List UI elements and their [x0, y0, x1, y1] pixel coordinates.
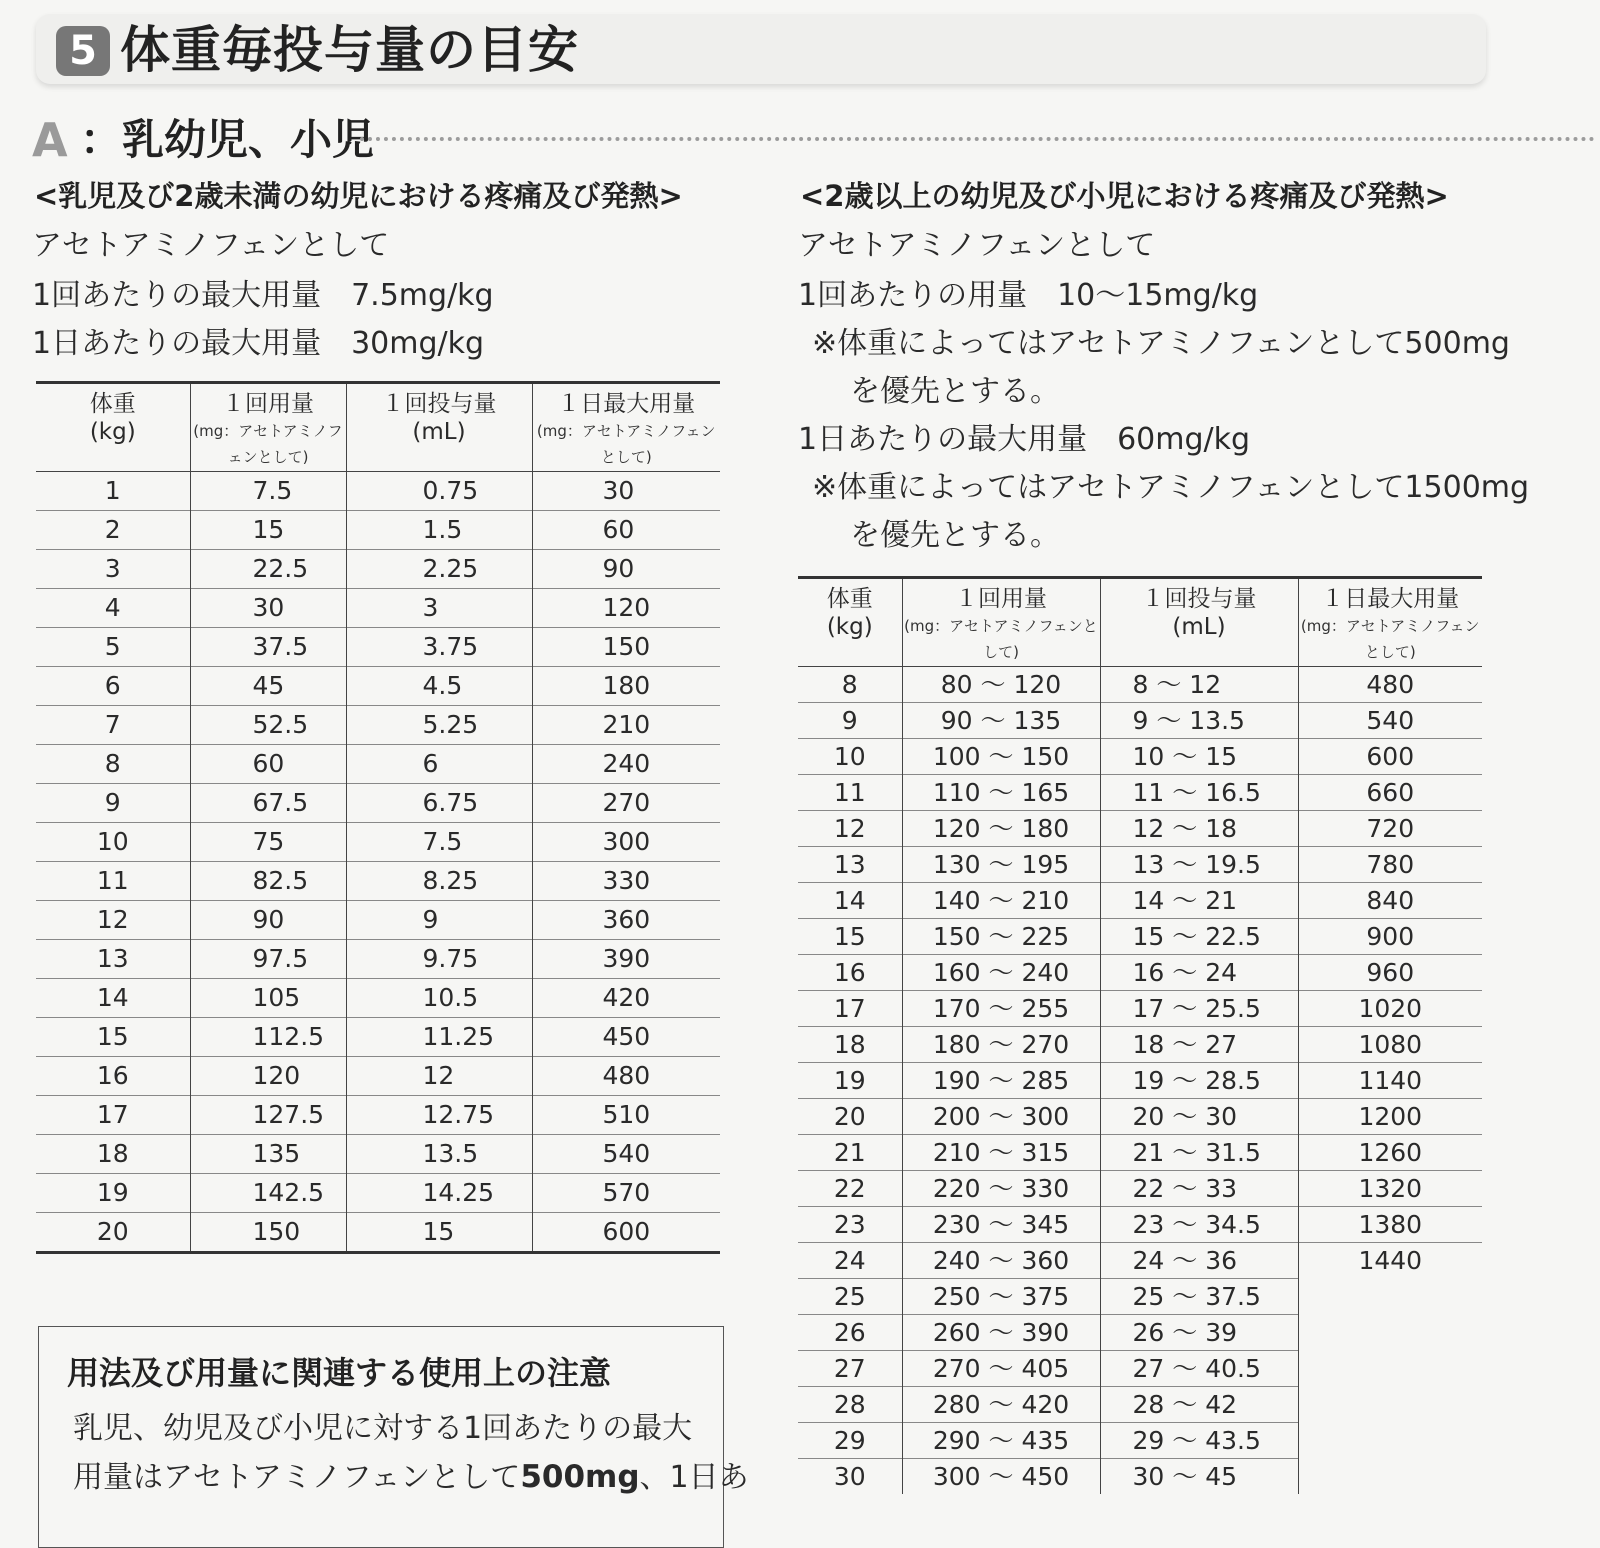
- table-cell: 200 ～ 300: [902, 1099, 1100, 1135]
- table-cell: [1298, 1387, 1482, 1423]
- table-cell: 12: [36, 901, 190, 940]
- table-row: [36, 1096, 720, 1135]
- table-cell: 19: [36, 1174, 190, 1213]
- table-row: [36, 706, 720, 745]
- table-cell: 250 ～ 375: [902, 1279, 1100, 1315]
- header-single-volume: １回投与量 (mL): [346, 383, 532, 472]
- table-cell: 14.25: [346, 1174, 532, 1213]
- table-cell: 0.75: [346, 472, 532, 511]
- table-row: [798, 1135, 1482, 1171]
- table-row: [36, 472, 720, 511]
- table-cell: 16: [798, 955, 902, 991]
- table-cell: 240: [532, 745, 720, 784]
- table-cell: 540: [1298, 703, 1482, 739]
- table-cell: 330: [532, 862, 720, 901]
- table-row: [798, 1459, 1482, 1495]
- table-cell: 14: [798, 883, 902, 919]
- table-cell: 12.75: [346, 1096, 532, 1135]
- table-cell: 170 ～ 255: [902, 991, 1100, 1027]
- table-cell: 100 ～ 150: [902, 739, 1100, 775]
- table-cell: 25 ～ 37.5: [1100, 1279, 1298, 1315]
- table-row: [36, 589, 720, 628]
- table-cell: 19: [798, 1063, 902, 1099]
- table-cell: [1298, 1279, 1482, 1315]
- table-cell: 67.5: [190, 784, 346, 823]
- table-header-row: [798, 578, 1482, 667]
- table-row: [798, 1423, 1482, 1459]
- table-cell: 80 ～ 120: [902, 667, 1100, 703]
- table-cell: 9 ～ 13.5: [1100, 703, 1298, 739]
- table-cell: 6: [346, 745, 532, 784]
- table-cell: 1020: [1298, 991, 1482, 1027]
- table-row: [36, 1174, 720, 1213]
- table-cell: 280 ～ 420: [902, 1387, 1100, 1423]
- header-single-dose: １回用量 (mg：アセトアミノフェンとして): [190, 383, 346, 472]
- table-cell: 260 ～ 390: [902, 1315, 1100, 1351]
- table-cell: 6.75: [346, 784, 532, 823]
- table-cell: 3: [346, 589, 532, 628]
- caution-line-2-post: 、1日あ: [639, 1460, 749, 1495]
- table-cell: 60: [532, 511, 720, 550]
- table-cell: 120 ～ 180: [902, 811, 1100, 847]
- table-row: [36, 901, 720, 940]
- table-cell: 15: [798, 919, 902, 955]
- table-cell: 29 ～ 43.5: [1100, 1423, 1298, 1459]
- table-row: [36, 1135, 720, 1174]
- table-cell: 127.5: [190, 1096, 346, 1135]
- right-line-1: アセトアミノフェンとして: [798, 228, 1156, 263]
- table-cell: 2.25: [346, 550, 532, 589]
- table-row: [798, 703, 1482, 739]
- table-cell: 26: [798, 1315, 902, 1351]
- table-cell: 19 ～ 28.5: [1100, 1063, 1298, 1099]
- table-cell: 17: [36, 1096, 190, 1135]
- table-cell: 140 ～ 210: [902, 883, 1100, 919]
- table-cell: [1298, 1423, 1482, 1459]
- header-single-volume: １回投与量 (mL): [1100, 578, 1298, 667]
- table-cell: 30: [798, 1459, 902, 1495]
- table-cell: 1440: [1298, 1243, 1482, 1279]
- table-row: [36, 784, 720, 823]
- table-cell: 150 ～ 225: [902, 919, 1100, 955]
- table-cell: 18: [36, 1135, 190, 1174]
- table-cell: 960: [1298, 955, 1482, 991]
- table-cell: 1200: [1298, 1099, 1482, 1135]
- table-row: [36, 940, 720, 979]
- table-cell: 24: [798, 1243, 902, 1279]
- table-cell: 6: [36, 667, 190, 706]
- table-cell: 4.5: [346, 667, 532, 706]
- table-cell: 9: [346, 901, 532, 940]
- table-row: [798, 991, 1482, 1027]
- table-cell: 27 ～ 40.5: [1100, 1351, 1298, 1387]
- table-cell: 112.5: [190, 1018, 346, 1057]
- table-header-row: [36, 383, 720, 472]
- table-cell: 11 ～ 16.5: [1100, 775, 1298, 811]
- table-row: [36, 1057, 720, 1096]
- table-row: [798, 667, 1482, 703]
- table-cell: 37.5: [190, 628, 346, 667]
- table-row: [36, 862, 720, 901]
- table-cell: 105: [190, 979, 346, 1018]
- table-cell: 270 ～ 405: [902, 1351, 1100, 1387]
- table-cell: 20: [798, 1099, 902, 1135]
- table-cell: 7.5: [346, 823, 532, 862]
- table-cell: 220 ～ 330: [902, 1171, 1100, 1207]
- table-row: [798, 1099, 1482, 1135]
- table-cell: 210: [532, 706, 720, 745]
- table-cell: 1: [104, 476, 121, 505]
- header-single-dose: １回用量 (mg：アセトアミノフェンとして): [902, 578, 1100, 667]
- right-line-6: ※体重によってはアセトアミノフェンとして1500mg: [812, 470, 1530, 505]
- table-cell: 23: [798, 1207, 902, 1243]
- table-cell: 8.25: [346, 862, 532, 901]
- table-cell: 13: [36, 940, 190, 979]
- table-cell: 1320: [1298, 1171, 1482, 1207]
- table-cell: 9: [36, 784, 190, 823]
- table-cell: 8 ～ 12: [1100, 667, 1298, 703]
- table-cell: 1140: [1298, 1063, 1482, 1099]
- table-row: [36, 511, 720, 550]
- table-cell: 90 ～ 135: [902, 703, 1100, 739]
- table-cell: 480: [1298, 667, 1482, 703]
- table-cell: 2: [36, 511, 190, 550]
- table-cell: 540: [532, 1135, 720, 1174]
- right-line-3: ※体重によってはアセトアミノフェンとして500mg: [812, 326, 1510, 361]
- subsection-letter: A: [32, 113, 68, 167]
- table-cell: 22: [798, 1171, 902, 1207]
- left-line-3: 1日あたりの最大用量 30mg/kg: [32, 326, 485, 361]
- table-cell: 480: [532, 1057, 720, 1096]
- table-cell: 510: [532, 1096, 720, 1135]
- table-cell: 9: [798, 703, 902, 739]
- table-cell: 360: [532, 901, 720, 940]
- table-cell: 28 ～ 42: [1100, 1387, 1298, 1423]
- table-cell: [1298, 1351, 1482, 1387]
- table-cell: 15: [346, 1213, 532, 1253]
- table-cell: 190 ～ 285: [902, 1063, 1100, 1099]
- subsection-title: ：乳幼児、小児: [80, 115, 375, 164]
- header-weight: 体重 (kg): [826, 586, 873, 640]
- table-cell: 20: [36, 1213, 190, 1253]
- table-cell: 90: [532, 550, 720, 589]
- table-row: [36, 1018, 720, 1057]
- table-cell: 21: [798, 1135, 902, 1171]
- table-cell: 13 ～ 19.5: [1100, 847, 1298, 883]
- table-cell: 180 ～ 270: [902, 1027, 1100, 1063]
- table-row: [36, 550, 720, 589]
- table-cell: 16: [36, 1057, 190, 1096]
- table-row: [798, 1207, 1482, 1243]
- table-cell: 17: [798, 991, 902, 1027]
- right-heading: <2歳以上の幼児及び小児における疼痛及び発熱>: [800, 179, 1449, 213]
- table-cell: 5.25: [346, 706, 532, 745]
- table-cell: 420: [532, 979, 720, 1018]
- table-cell: 97.5: [190, 940, 346, 979]
- table-row: [798, 883, 1482, 919]
- left-line-2: 1回あたりの最大用量 7.5mg/kg: [32, 278, 494, 313]
- table-cell: 10: [798, 739, 902, 775]
- table-cell: 600: [532, 1213, 720, 1253]
- table-cell: 12: [346, 1057, 532, 1096]
- table-cell: 17 ～ 25.5: [1100, 991, 1298, 1027]
- table-row: [36, 745, 720, 784]
- table-cell: 290 ～ 435: [902, 1423, 1100, 1459]
- table-cell: 14 ～ 21: [1100, 883, 1298, 919]
- table-cell: 30: [190, 589, 346, 628]
- table-cell: 4: [36, 589, 190, 628]
- dotted-rule: [360, 137, 1595, 141]
- table-cell: 22 ～ 33: [1100, 1171, 1298, 1207]
- table-cell: 1080: [1298, 1027, 1482, 1063]
- table-cell: 12 ～ 18: [1100, 811, 1298, 847]
- table-row: [36, 667, 720, 706]
- table-cell: 16 ～ 24: [1100, 955, 1298, 991]
- table-cell: 10: [36, 823, 190, 862]
- table-row: [798, 1063, 1482, 1099]
- table-cell: 30 ～ 45: [1100, 1459, 1298, 1495]
- header-daily-max: １日最大用量 (mg：アセトアミノフェンとして): [532, 383, 720, 472]
- caution-title: 用法及び用量に関連する使用上の注意: [67, 1354, 612, 1392]
- table-cell: 1380: [1298, 1207, 1482, 1243]
- table-cell: 10.5: [346, 979, 532, 1018]
- table-cell: 23 ～ 34.5: [1100, 1207, 1298, 1243]
- caution-line-1: 乳児、幼児及び小児に対する1回あたりの最大: [73, 1411, 693, 1446]
- table-cell: 82.5: [190, 862, 346, 901]
- right-line-2: 1回あたりの用量 10～15mg/kg: [798, 278, 1259, 313]
- table-cell: 110 ～ 165: [902, 775, 1100, 811]
- table-cell: 13.5: [346, 1135, 532, 1174]
- header-weight: 体重 (kg): [89, 391, 136, 445]
- table-cell: 10 ～ 15: [1100, 739, 1298, 775]
- table-cell: 780: [1298, 847, 1482, 883]
- right-line-7: を優先とする。: [850, 518, 1060, 553]
- table-cell: 8: [36, 745, 190, 784]
- table-cell: 13: [798, 847, 902, 883]
- right-line-5: 1日あたりの最大用量 60mg/kg: [798, 422, 1251, 457]
- table-cell: 3.75: [346, 628, 532, 667]
- table-cell: 22.5: [190, 550, 346, 589]
- table-cell: 9.75: [346, 940, 532, 979]
- table-cell: 11: [798, 775, 902, 811]
- table-cell: 120: [190, 1057, 346, 1096]
- table-body-infant: [36, 472, 720, 1253]
- table-row: [798, 775, 1482, 811]
- table-cell: 60: [190, 745, 346, 784]
- table-cell: 3: [36, 550, 190, 589]
- right-line-4: を優先とする。: [850, 374, 1060, 409]
- table-row: [798, 1351, 1482, 1387]
- caution-line-2-bold: 500mg: [520, 1459, 640, 1495]
- table-row: [36, 823, 720, 862]
- table-cell: 29: [798, 1423, 902, 1459]
- table-cell: 600: [1298, 739, 1482, 775]
- table-cell: 660: [1298, 775, 1482, 811]
- table-row: [798, 811, 1482, 847]
- header-daily-max: １日最大用量 (mg：アセトアミノフェンとして): [1298, 578, 1482, 667]
- table-cell: 1260: [1298, 1135, 1482, 1171]
- table-row: [798, 1315, 1482, 1351]
- table-cell: 1.5: [346, 511, 532, 550]
- table-cell: 180: [532, 667, 720, 706]
- table-row: [36, 1213, 720, 1253]
- table-cell: 5: [36, 628, 190, 667]
- table-cell: 21 ～ 31.5: [1100, 1135, 1298, 1171]
- page-title: 体重毎投与量の目安: [120, 21, 579, 79]
- table-cell: 150: [532, 628, 720, 667]
- table-row: [798, 1171, 1482, 1207]
- table-cell: 28: [798, 1387, 902, 1423]
- table-cell: 7.5: [190, 472, 346, 511]
- table-cell: 26 ～ 39: [1100, 1315, 1298, 1351]
- table-cell: 840: [1298, 883, 1482, 919]
- table-cell: 24 ～ 36: [1100, 1243, 1298, 1279]
- table-cell: 300: [532, 823, 720, 862]
- table-row: [798, 1279, 1482, 1315]
- table-row: [36, 628, 720, 667]
- left-heading: <乳児及び2歳未満の幼児における疼痛及び発熱>: [34, 179, 683, 213]
- table-cell: 130 ～ 195: [902, 847, 1100, 883]
- caution-text: [73, 1405, 749, 1502]
- table-cell: [1298, 1459, 1482, 1495]
- table-body-child: [798, 667, 1482, 1495]
- table-row: [798, 1387, 1482, 1423]
- section-number-badge: 5: [56, 26, 110, 76]
- table-cell: 18: [798, 1027, 902, 1063]
- table-cell: 160 ～ 240: [902, 955, 1100, 991]
- table-cell: 8: [841, 669, 858, 699]
- table-cell: 150: [190, 1213, 346, 1253]
- table-cell: 52.5: [190, 706, 346, 745]
- table-cell: 15: [190, 511, 346, 550]
- table-cell: [1298, 1315, 1482, 1351]
- table-cell: 450: [532, 1018, 720, 1057]
- table-row: [798, 955, 1482, 991]
- table-cell: 270: [532, 784, 720, 823]
- table-cell: 900: [1298, 919, 1482, 955]
- table-cell: 142.5: [190, 1174, 346, 1213]
- table-cell: 300 ～ 450: [902, 1459, 1100, 1495]
- table-cell: 75: [190, 823, 346, 862]
- table-cell: 210 ～ 315: [902, 1135, 1100, 1171]
- table-row: [798, 1243, 1482, 1279]
- table-cell: 230 ～ 345: [902, 1207, 1100, 1243]
- table-row: [798, 919, 1482, 955]
- table-cell: 390: [532, 940, 720, 979]
- table-row: [798, 739, 1482, 775]
- table-cell: 15 ～ 22.5: [1100, 919, 1298, 955]
- table-cell: 15: [36, 1018, 190, 1057]
- table-cell: 30: [532, 472, 720, 511]
- table-cell: 120: [532, 589, 720, 628]
- table-cell: 11.25: [346, 1018, 532, 1057]
- table-cell: 45: [190, 667, 346, 706]
- left-line-1: アセトアミノフェンとして: [32, 228, 390, 263]
- table-cell: 570: [532, 1174, 720, 1213]
- caution-box: [38, 1326, 749, 1548]
- table-row: [798, 1027, 1482, 1063]
- table-cell: 135: [190, 1135, 346, 1174]
- caution-line-2-pre: 用量はアセトアミノフェンとして: [73, 1460, 521, 1495]
- table-cell: 90: [190, 901, 346, 940]
- table-cell: 7: [36, 706, 190, 745]
- table-cell: 14: [36, 979, 190, 1018]
- table-cell: 25: [798, 1279, 902, 1315]
- table-cell: 18 ～ 27: [1100, 1027, 1298, 1063]
- dose-table-child: [798, 576, 1482, 1494]
- table-row: [798, 847, 1482, 883]
- table-cell: 20 ～ 30: [1100, 1099, 1298, 1135]
- table-cell: 720: [1298, 811, 1482, 847]
- table-row: [36, 979, 720, 1018]
- dose-table-infant: [36, 381, 720, 1254]
- table-cell: 11: [36, 862, 190, 901]
- table-cell: 27: [798, 1351, 902, 1387]
- table-cell: 12: [798, 811, 902, 847]
- table-cell: 240 ～ 360: [902, 1243, 1100, 1279]
